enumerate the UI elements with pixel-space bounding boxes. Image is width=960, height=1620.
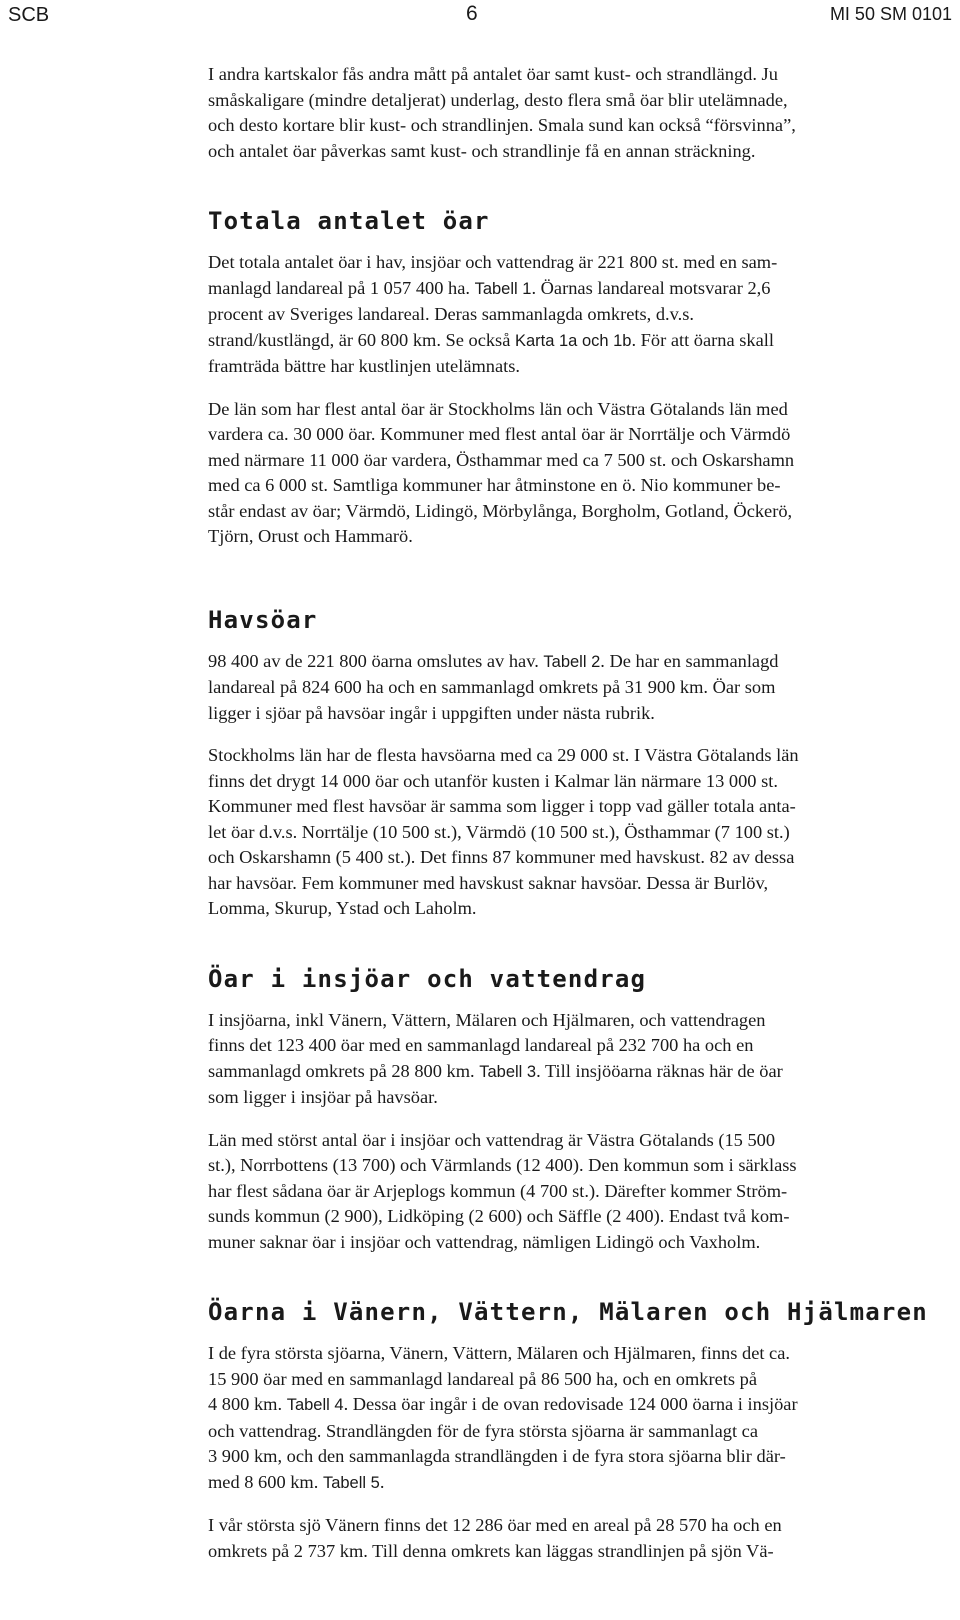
text-line: I andra kartskalor fås andra mått på antalet öar samt kust- och strandlängd. Ju [208, 64, 778, 84]
paragraph [208, 1008, 953, 1111]
text-line: De län som har flest antal öar är Stockholms län och Västra Götalands län med [208, 398, 788, 419]
page-body [208, 62, 953, 1564]
report-id: MI 50 SM 0101 [829, 4, 952, 24]
text-line: let öar d.v.s. Norrtälje (10 500 st.), Värmdö (10 500 st.), Östhammar (7 100 st.) [208, 821, 790, 842]
page-number: 6 [466, 2, 478, 25]
text-line: och antalet öar påverkas samt kust- och strandlinje få en annan sträckning. [208, 140, 756, 161]
text-line: manlagd landareal på 1 057 400 ha. Tabell 1. Öarnas landareal motsvarar 2,6 [208, 277, 771, 298]
text-line: Län med störst antal öar i insjöar och vattendrag är Västra Götalands (15 500 [208, 1129, 776, 1150]
text-line: strand/kustlängd, är 60 800 km. Se också Karta 1a och 1b. För att öarna skall [208, 329, 774, 350]
text-line: Tjörn, Orust och Hammarö. [208, 526, 413, 546]
paragraph [208, 250, 953, 380]
paragraph [208, 1128, 953, 1256]
text-line: 98 400 av de 221 800 öarna omslutes av hav. Tabell 2. De har en sammanlagd [208, 650, 779, 671]
paragraph [208, 743, 953, 922]
text-line: ligger i sjöar på havsöar ingår i uppgiften under nästa rubrik. [208, 702, 655, 723]
text-line: finns det 123 400 öar med en sammanlagd landareal på 232 700 ha och en [208, 1035, 754, 1055]
paragraph [208, 649, 953, 727]
text-line: vardera ca. 30 000 öar. Kommuner med flest antal öar är Norrtälje och Värmdö [208, 424, 791, 444]
page-header [0, 0, 960, 30]
text-line: Kommuner med flest havsöar är samma som ligger i topp vad gäller totala anta- [208, 796, 796, 816]
text-line: med närmare 11 000 öar vardera, Östhammar med ca 7 500 st. och Oskarshamn [208, 449, 795, 470]
text-line: Stockholms län har de flesta havsöarna med ca 29 000 st. I Västra Götalands län [208, 745, 799, 765]
text-line: Lomma, Skurup, Ystad och Laholm. [208, 898, 477, 918]
text-line: omkrets på 2 737 km. Till denna omkrets kan läggas strandlinjen på sjön Vä- [208, 1540, 774, 1561]
section-heading-totala-antalet-oar: Totala antalet öar [208, 207, 490, 235]
text-line: har havsöar. Fem kommuner med havskust saknar havsöar. Dessa är Burlöv, [208, 872, 769, 893]
text-line: 4 800 km. Tabell 4. Dessa öar ingår i de ovan redovisade 124 000 öarna i insjöar [208, 1394, 798, 1414]
table-reference: Tabell 5 [322, 1473, 380, 1492]
text-line: muner saknar öar i insjöar och vattendrag, nämligen Lidingö och Vaxholm. [208, 1231, 761, 1252]
paragraph [208, 1341, 953, 1496]
text-line: procent av Sveriges landareal. Deras sammanlagda omkrets, d.v.s. [208, 304, 694, 324]
text-line: finns det drygt 14 000 öar och utanför kusten i Kalmar län närmare 13 000 st. [208, 770, 778, 791]
text-line: småskaligare (mindre detaljerat) underlag, desto flera små öar blir utelämnade, [208, 89, 788, 110]
section-heading-havsoar: Havsöar [208, 605, 318, 634]
text-line: st.), Norrbottens (13 700) och Värmlands (12 400). Den kommun som i särklass [208, 1155, 797, 1175]
text-line: och vattendrag. Strandlängden för de fyra största sjöarna är sammanlagt ca [208, 1420, 758, 1441]
text-line: I de fyra största sjöarna, Vänern, Vättern, Mälaren och Hjälmaren, finns det ca. [208, 1343, 790, 1363]
text-line: med 8 600 km. Tabell 5. [208, 1471, 385, 1492]
section-heading-oarna-i-storsjoar: Öarna i Vänern, Vättern, Mälaren och Hjälmaren [208, 1298, 928, 1326]
text-line: 15 900 öar med en sammanlagd landareal på 86 500 ha, och en omkrets på [208, 1368, 757, 1389]
text-line: som ligger i insjöar på havsöar. [208, 1087, 438, 1107]
text-line: 3 900 km, och den sammanlagda strandlängden i de fyra stora sjöarna blir där- [208, 1446, 786, 1466]
text-line: har flest sådana öar är Arjeplogs kommun (4 700 st.). Därefter kommer Ström- [208, 1180, 788, 1201]
text-line: och Oskarshamn (5 400 st.). Det finns 87 kommuner med havskust. 82 av dessa [208, 847, 795, 867]
table-reference: Tabell 1 [474, 279, 532, 298]
text-line: framträda bättre har kustlinjen utelämnats. [208, 356, 521, 376]
text-line: med ca 6 000 st. Samtliga kommuner har åtminstone en ö. Nio kommuner be- [208, 475, 781, 495]
text-line: I insjöarna, inkl Vänern, Vättern, Mälaren och Hjälmaren, och vattendragen [208, 1009, 766, 1030]
paragraph [208, 397, 953, 550]
text-line: landareal på 824 600 ha och en sammanlagd omkrets på 31 900 km. Öar som [208, 677, 776, 697]
table-reference: Tabell 4 [286, 1396, 344, 1414]
paragraph [208, 1513, 953, 1564]
text-line: sunds kommun (2 900), Lidköping (2 600) och Säffle (2 400). Endast två kom- [208, 1206, 790, 1226]
section-heading-oar-i-insjoar: Öar i insjöar och vattendrag [208, 964, 647, 993]
map-reference: Karta 1a och 1b [514, 331, 632, 350]
text-line: och desto kortare blir kust- och strandlinjen. Smala sund kan också “försvinna”, [208, 115, 796, 135]
publisher-label: SCB [8, 4, 50, 26]
text-line: Det totala antalet öar i hav, insjöar och vattendrag är 221 800 st. med en sam- [208, 252, 778, 272]
text-line: står endast av öar; Värmdö, Lidingö, Mörbylånga, Borgholm, Gotland, Öckerö, [208, 500, 793, 521]
table-reference: Tabell 3 [479, 1062, 537, 1081]
intro-paragraph [208, 62, 953, 164]
text-line: I vår största sjö Vänern finns det 12 286 öar med en areal på 28 570 ha och en [208, 1515, 782, 1535]
table-reference: Tabell 2 [543, 652, 601, 671]
text-line: sammanlagd omkrets på 28 800 km. Tabell 3. Till insjööarna räknas här de öar [208, 1060, 783, 1081]
